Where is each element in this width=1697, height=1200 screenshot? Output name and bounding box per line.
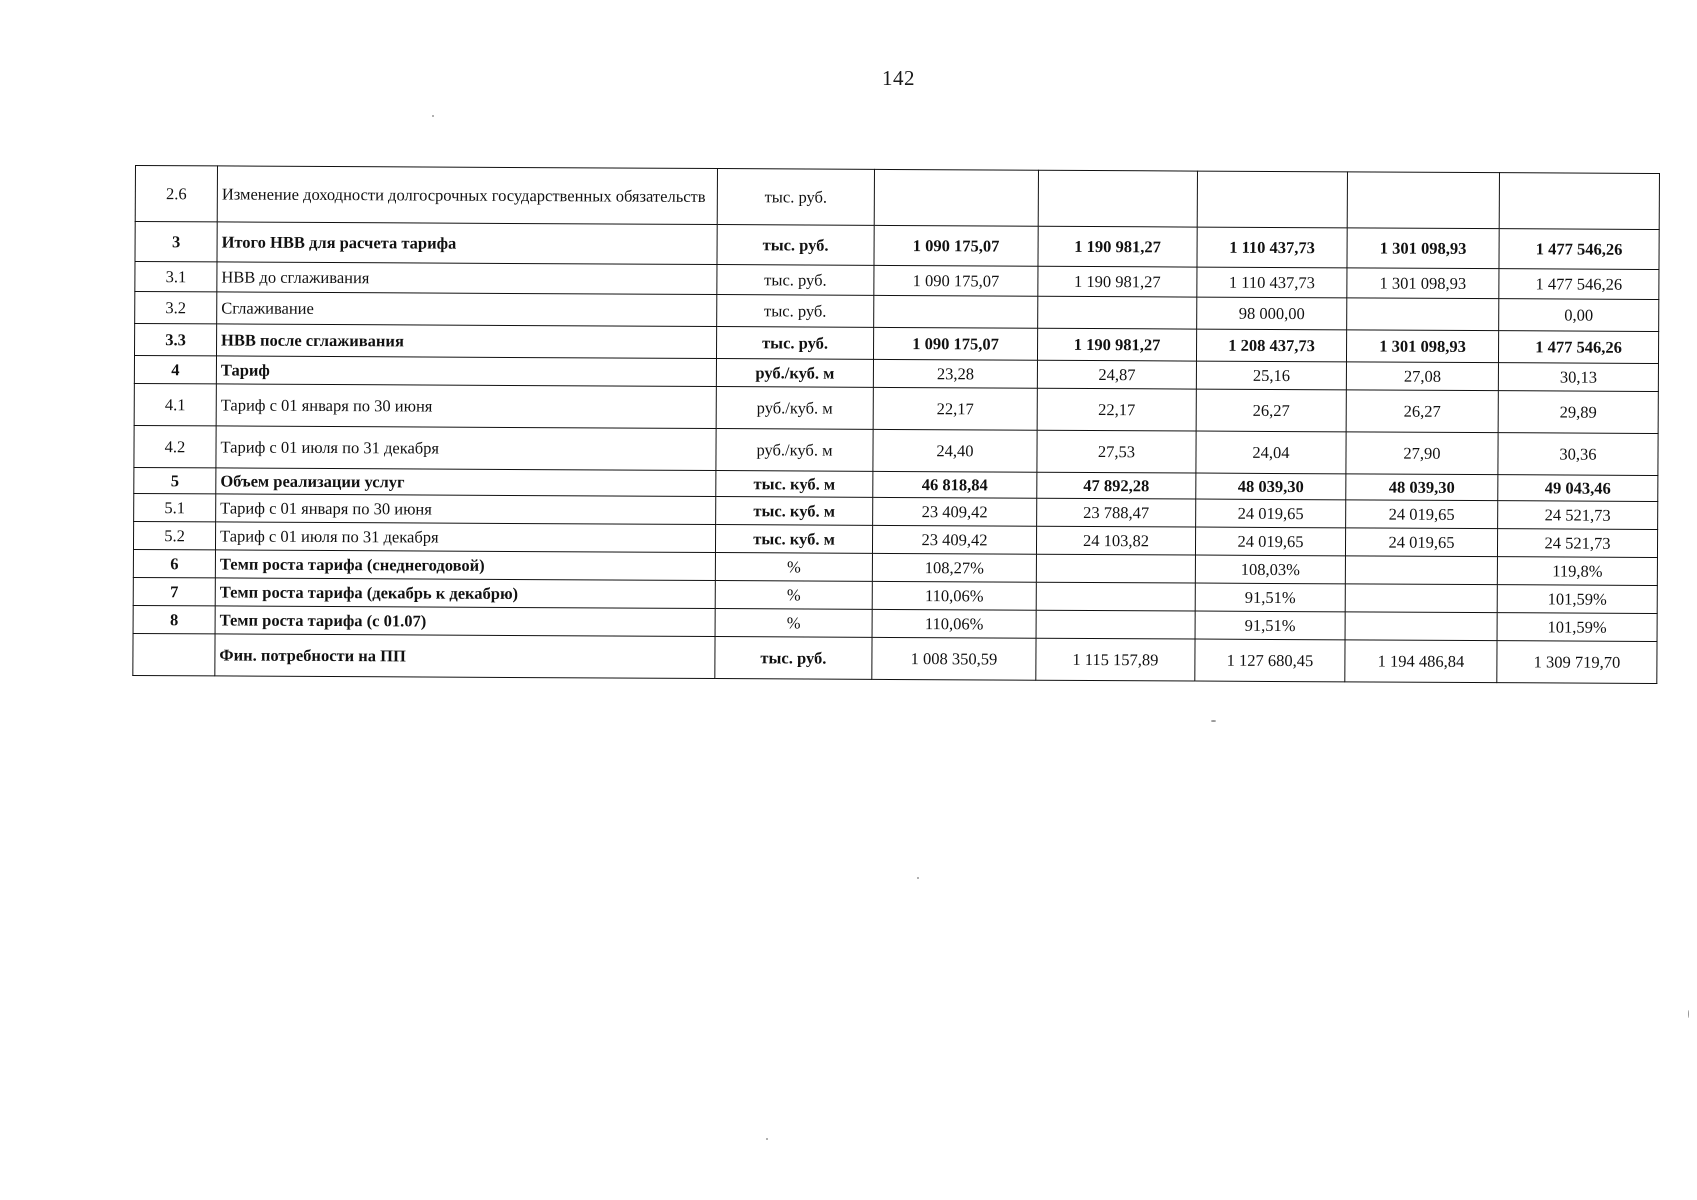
row-value-cell: 22,17 [1037, 388, 1196, 431]
row-value-cell [874, 169, 1038, 226]
row-name-cell: Итого НВВ для расчета тарифа [217, 222, 717, 265]
row-value-cell: 110,06% [872, 581, 1036, 610]
row-value-cell: 1 477 546,26 [1499, 269, 1659, 300]
row-value-cell: 24 019,65 [1346, 500, 1498, 529]
row-value-cell [1345, 584, 1497, 613]
row-value-cell [1347, 172, 1499, 229]
row-value-cell: 1 194 486,84 [1345, 640, 1497, 683]
row-value-cell: 25,16 [1196, 361, 1346, 390]
row-unit-cell: тыс. руб. [715, 637, 872, 680]
row-value-cell [1345, 612, 1497, 641]
row-value-cell: 101,59% [1497, 585, 1657, 614]
row-value-cell: 23 409,42 [872, 525, 1036, 554]
row-value-cell: 1 008 350,59 [872, 637, 1036, 680]
row-unit-cell: тыс. куб. м [716, 497, 873, 526]
row-number-cell: 4 [134, 356, 216, 384]
row-value-cell: 24 019,65 [1345, 528, 1497, 557]
scan-speck [1211, 720, 1216, 722]
row-value-cell: 24 019,65 [1196, 499, 1346, 528]
row-unit-cell: % [715, 581, 872, 610]
row-unit-cell: тыс. руб. [717, 225, 874, 266]
row-number-cell: 2.6 [135, 166, 217, 222]
row-value-cell: 1 477 546,26 [1499, 229, 1659, 270]
row-value-cell: 1 190 981,27 [1038, 266, 1197, 297]
table-row [135, 166, 1659, 230]
row-value-cell: 1 301 098,93 [1347, 228, 1499, 269]
row-number-cell: 8 [133, 605, 215, 633]
row-value-cell [874, 295, 1038, 328]
row-value-cell: 1 127 680,45 [1195, 639, 1345, 682]
row-name-cell: Изменение доходности долгосрочных государственных обязательств [217, 166, 717, 225]
row-value-cell: 24 103,82 [1036, 526, 1195, 555]
row-value-cell [1038, 170, 1197, 227]
row-value-cell [1036, 554, 1195, 583]
row-value-cell: 24,40 [873, 429, 1037, 472]
row-value-cell: 1 301 098,93 [1347, 268, 1499, 299]
row-name-cell: Объем реализации услуг [216, 468, 716, 497]
row-value-cell: 26,27 [1196, 389, 1346, 432]
row-number-cell: 4.2 [134, 425, 216, 467]
table-body [133, 166, 1660, 684]
row-value-cell: 91,51% [1195, 611, 1345, 640]
row-value-cell: 46 818,84 [873, 471, 1037, 498]
row-value-cell: 23 409,42 [873, 497, 1037, 526]
row-name-cell: Темп роста тарифа (с 01.07) [215, 606, 715, 637]
row-value-cell: 1 090 175,07 [873, 327, 1037, 360]
row-value-cell: 1 090 175,07 [874, 225, 1038, 266]
row-value-cell: 47 892,28 [1037, 472, 1196, 499]
row-value-cell: 1 110 437,73 [1197, 267, 1347, 298]
row-name-cell: НВВ до сглаживания [217, 262, 717, 295]
row-name-cell: НВВ после сглаживания [217, 324, 717, 359]
row-value-cell: 108,03% [1195, 555, 1345, 584]
row-value-cell: 101,59% [1497, 613, 1657, 642]
row-name-cell: Сглаживание [217, 292, 717, 327]
page-number: 142 [882, 66, 915, 90]
scan-speck [917, 877, 919, 879]
scan-speck [432, 115, 434, 117]
row-number-cell: 6 [133, 549, 215, 577]
row-number-cell: 3.2 [135, 292, 217, 324]
row-unit-cell: руб./куб. м [716, 429, 873, 472]
row-number-cell: 3.3 [135, 324, 217, 356]
row-value-cell: 30,13 [1498, 363, 1658, 392]
row-unit-cell: тыс. куб. м [716, 471, 873, 498]
row-name-cell: Фин. потребности на ПП [215, 634, 715, 679]
row-value-cell: 1 477 546,26 [1498, 331, 1658, 364]
tariff-table [132, 165, 1660, 684]
row-name-cell: Тариф с 01 января по 30 июня [216, 494, 716, 525]
row-value-cell [1036, 610, 1195, 639]
row-unit-cell: тыс. руб. [717, 169, 874, 226]
row-unit-cell: тыс. руб. [717, 295, 874, 328]
row-value-cell: 24 521,73 [1497, 529, 1657, 558]
row-value-cell: 22,17 [873, 387, 1037, 430]
row-value-cell: 30,36 [1498, 433, 1658, 476]
row-number-cell: 3 [135, 222, 217, 262]
row-value-cell: 29,89 [1498, 391, 1658, 434]
row-value-cell: 1 190 981,27 [1038, 226, 1197, 267]
scan-speck [766, 1138, 768, 1140]
row-value-cell: 27,53 [1037, 430, 1196, 473]
row-value-cell: 27,08 [1346, 362, 1498, 391]
row-unit-cell: тыс. куб. м [715, 525, 872, 554]
row-unit-cell: тыс. руб. [717, 265, 874, 296]
row-number-cell: 5 [134, 467, 216, 493]
row-value-cell: 24 019,65 [1195, 527, 1345, 556]
row-number-cell [133, 633, 215, 675]
row-name-cell: Темп роста тарифа (снеднегодовой) [215, 550, 715, 581]
row-unit-cell: руб./куб. м [716, 359, 873, 388]
row-unit-cell: тыс. руб. [716, 327, 873, 360]
row-number-cell: 5.2 [133, 521, 215, 549]
row-value-cell: 1 301 098,93 [1346, 330, 1498, 363]
row-name-cell: Тариф с 01 января по 30 июня [216, 384, 716, 429]
row-value-cell [1036, 582, 1195, 611]
row-number-cell: 5.1 [134, 493, 216, 521]
row-value-cell: 110,06% [872, 609, 1036, 638]
row-unit-cell: руб./куб. м [716, 387, 873, 430]
row-value-cell: 108,27% [872, 553, 1036, 582]
row-name-cell: Тариф с 01 июля по 31 декабря [216, 426, 716, 471]
row-value-cell [1197, 171, 1347, 228]
row-value-cell: 1 110 437,73 [1197, 227, 1347, 268]
row-value-cell: 1 090 175,07 [874, 265, 1038, 296]
row-value-cell: 1 309 719,70 [1497, 641, 1657, 684]
row-value-cell [1499, 173, 1659, 230]
row-value-cell: 24 521,73 [1498, 501, 1658, 530]
row-value-cell [1038, 296, 1197, 329]
document-table-wrapper [132, 165, 1659, 684]
row-value-cell: 1 190 981,27 [1037, 328, 1196, 361]
row-value-cell: 27,90 [1346, 432, 1498, 475]
row-value-cell: 24,87 [1037, 360, 1196, 389]
row-value-cell: 48 039,30 [1196, 473, 1346, 500]
row-unit-cell: % [715, 609, 872, 638]
row-number-cell: 4.1 [134, 383, 216, 425]
row-value-cell: 91,51% [1195, 583, 1345, 612]
row-value-cell: 48 039,30 [1346, 474, 1498, 501]
row-number-cell: 7 [133, 577, 215, 605]
row-value-cell: 0,00 [1499, 299, 1659, 332]
row-value-cell: 1 115 157,89 [1036, 638, 1195, 681]
row-value-cell: 49 043,46 [1498, 475, 1658, 502]
row-name-cell: Темп роста тарифа (декабрь к декабрю) [215, 578, 715, 609]
row-unit-cell: % [715, 553, 872, 582]
row-value-cell: 26,27 [1346, 390, 1498, 433]
scan-speck [1688, 1010, 1689, 1018]
row-name-cell: Тариф [216, 356, 716, 387]
row-value-cell: 1 208 437,73 [1196, 329, 1346, 362]
row-value-cell [1345, 556, 1497, 585]
row-value-cell: 23,28 [873, 359, 1037, 388]
row-value-cell: 119,8% [1497, 557, 1657, 586]
row-number-cell: 3.1 [135, 262, 217, 292]
row-value-cell: 98 000,00 [1197, 297, 1347, 330]
row-value-cell [1347, 298, 1499, 331]
table-row [133, 633, 1657, 683]
row-value-cell: 24,04 [1196, 431, 1346, 474]
row-value-cell: 23 788,47 [1037, 498, 1196, 527]
row-name-cell: Тариф с 01 июля по 31 декабря [215, 522, 715, 553]
